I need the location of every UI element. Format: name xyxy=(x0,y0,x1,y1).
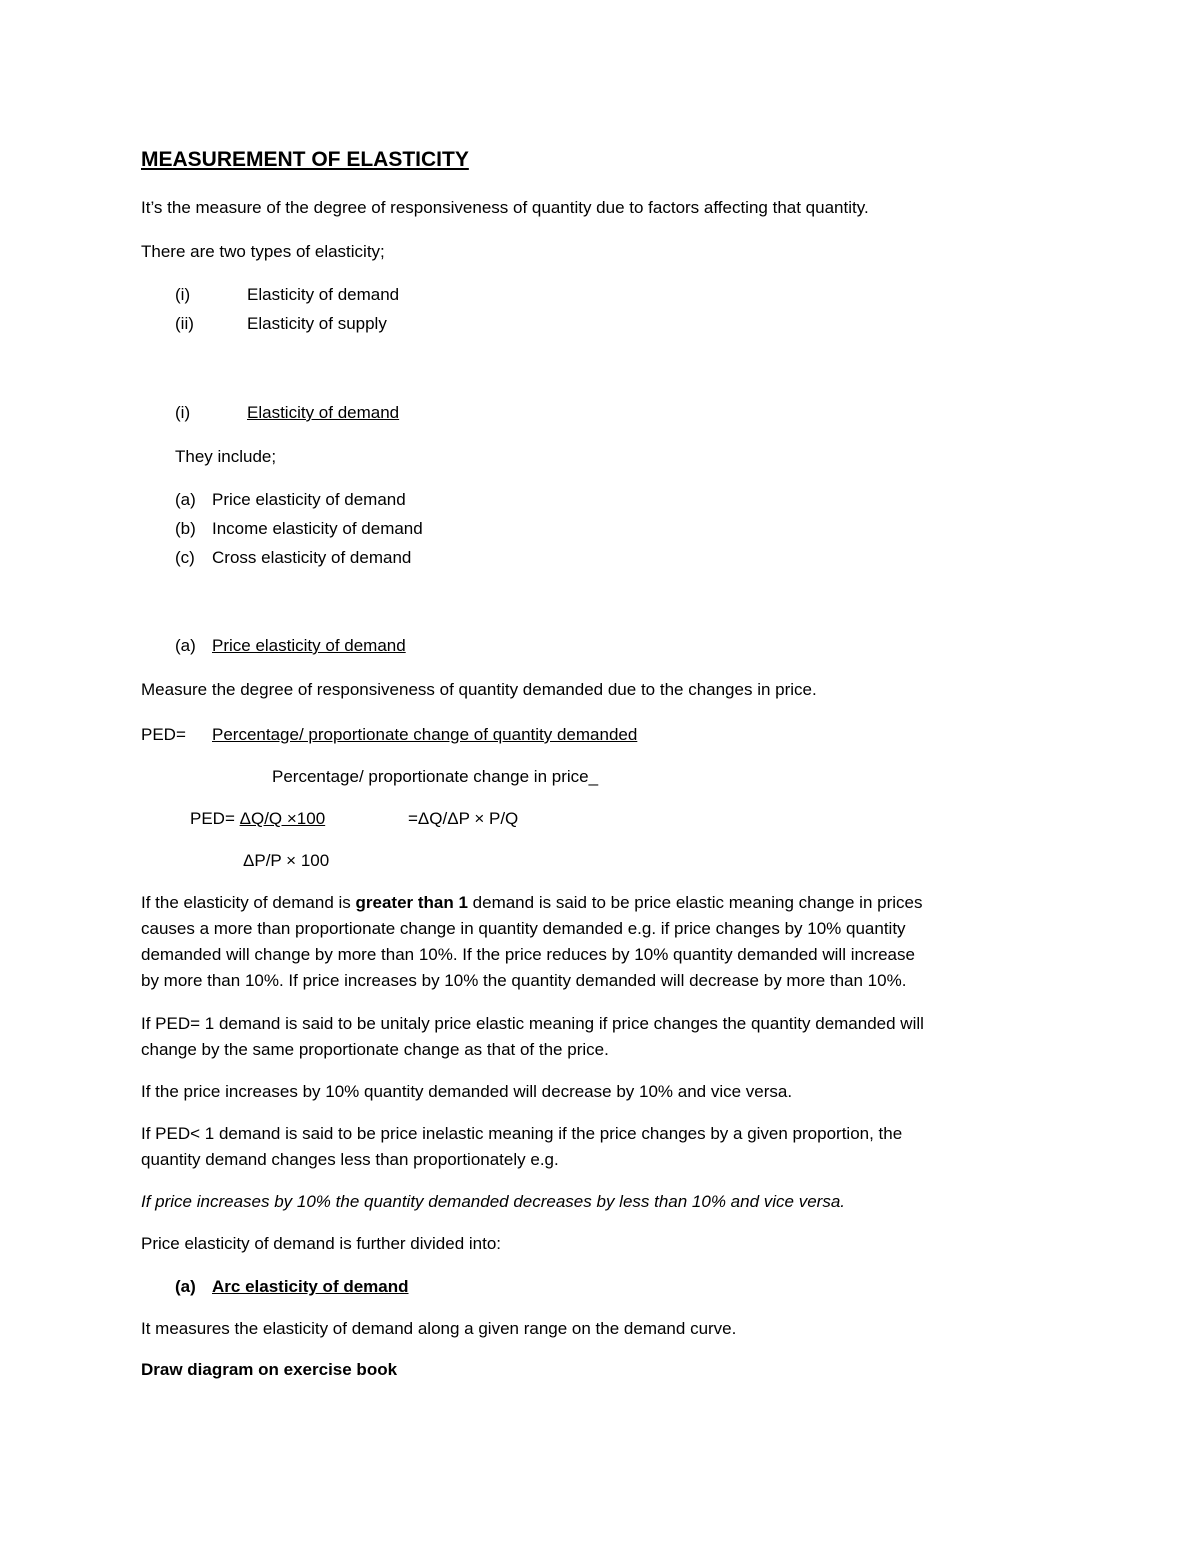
ped-numerator: Percentage/ proportionate change of quantity demanded xyxy=(212,725,638,744)
formula-denominator: ΔP/P × 100 xyxy=(243,851,330,870)
elastic-text-bold: greater than 1 xyxy=(355,893,468,912)
demand-type-marker-a: (a) xyxy=(175,490,196,509)
ped-label: PED= xyxy=(141,725,186,744)
inelastic-para-line-1: If PED< 1 demand is said to be price inelastic meaning if the price changes by a given proportion, the xyxy=(141,1124,903,1143)
arc-marker: (a) xyxy=(175,1277,196,1296)
instruction-text: Draw diagram on exercise book xyxy=(141,1360,398,1379)
formula-numerator: ΔQ/Q ×100 xyxy=(239,809,326,828)
type-marker-2: (ii) xyxy=(175,314,194,333)
type-marker-1: (i) xyxy=(175,285,191,304)
arc-definition: It measures the elasticity of demand along a given range on the demand curve. xyxy=(141,1319,737,1338)
demand-type-label-b: Income elasticity of demand xyxy=(212,519,423,538)
demand-type-marker-b: (b) xyxy=(175,519,196,538)
type-label-2: Elasticity of supply xyxy=(247,314,387,333)
elastic-text-after: demand is said to be price elastic meaning change in prices xyxy=(467,893,923,912)
intro-text: It’s the measure of the degree of responsiveness of quantity due to factors affecting that quantity. xyxy=(141,198,869,217)
section-a-marker: (a) xyxy=(175,636,196,655)
ped-definition: Measure the degree of responsiveness of quantity demanded due to the changes in price. xyxy=(141,680,817,699)
unitary-para-line-1: If PED= 1 demand is said to be unitaly price elastic meaning if price changes the quantity demanded will xyxy=(141,1014,924,1033)
formula-line xyxy=(190,808,325,830)
page-title: MEASUREMENT OF ELASTICITY xyxy=(141,148,469,171)
unitary-example: If the price increases by 10% quantity demanded will decrease by 10% and vice versa. xyxy=(141,1082,793,1101)
they-include: They include; xyxy=(175,447,277,466)
formula-equivalent: =ΔQ/ΔP × P/Q xyxy=(408,809,519,828)
section-a-heading: Price elasticity of demand xyxy=(212,636,406,655)
demand-type-label-a: Price elasticity of demand xyxy=(212,490,406,509)
formula-prefix: PED= xyxy=(190,809,240,828)
unitary-para-line-2: change by the same proportionate change as that of the price. xyxy=(141,1040,609,1059)
section-i-marker: (i) xyxy=(175,403,191,422)
elastic-para-line-2: causes a more than proportionate change in quantity demanded e.g. if price changes by 10% quantity xyxy=(141,919,906,938)
elastic-para-line-4: by more than 10%. If price increases by 10% the quantity demanded will decrease by more than 10%. xyxy=(141,971,907,990)
ped-denominator: Percentage/ proportionate change in price_ xyxy=(272,767,599,786)
elastic-text-before: If the elasticity of demand is xyxy=(141,893,356,912)
elastic-para-line-3: demanded will change by more than 10%. If the price reduces by 10% quantity demanded will increase xyxy=(141,945,915,964)
type-label-1: Elasticity of demand xyxy=(247,285,400,304)
types-intro: There are two types of elasticity; xyxy=(141,242,385,261)
inelastic-para-line-2: quantity demand changes less than proportionately e.g. xyxy=(141,1150,559,1169)
section-i-heading: Elasticity of demand xyxy=(247,403,400,422)
arc-heading: Arc elasticity of demand xyxy=(212,1277,409,1296)
elastic-para-line-1 xyxy=(141,892,922,914)
demand-type-label-c: Cross elasticity of demand xyxy=(212,548,412,567)
inelastic-example: If price increases by 10% the quantity demanded decreases by less than 10% and vice versa. xyxy=(141,1192,846,1211)
demand-type-marker-c: (c) xyxy=(175,548,195,567)
divided-into: Price elasticity of demand is further divided into: xyxy=(141,1234,502,1253)
